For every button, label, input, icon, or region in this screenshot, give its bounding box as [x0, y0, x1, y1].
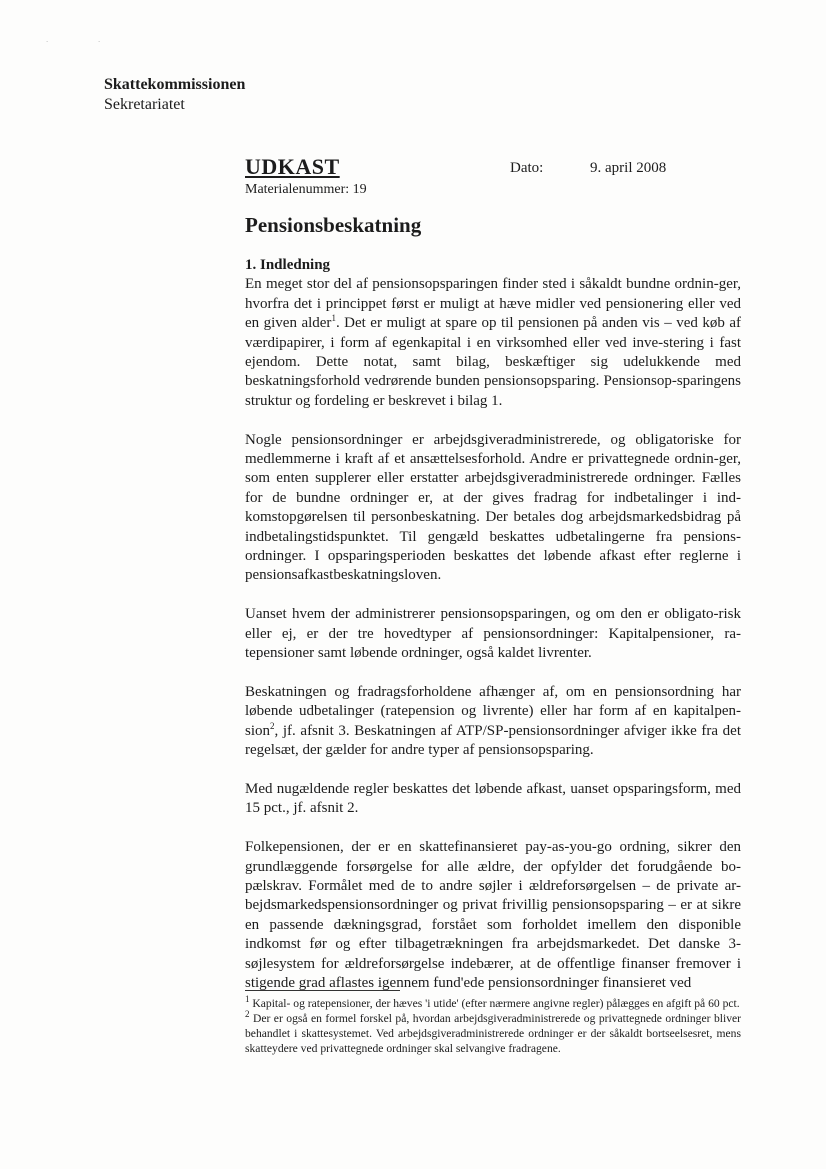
footnote-ref: 1 [331, 313, 336, 324]
footnote-divider [245, 990, 400, 991]
document-type: UDKAST [245, 154, 340, 179]
footnote-text: Kapital- og ratepensioner, der hæves 'i utide' (efter nærmere angivne regler) pålægges en afgift på 60 pct. [249, 997, 740, 1010]
footnote [245, 1011, 741, 1056]
scan-speck: · [46, 38, 49, 46]
footnote [245, 996, 741, 1011]
paragraph-text: . Det er muligt at spare op til pensionen på anden vis – ved køb af værdipapirer, i form af egenkapital i en virksomhed eller ved inve-stering i fast ejendom. Dette notat, samt bilag, beskæftiger sig udelukkende med beskatningsforhold vedrørende bunden pensionsopsparing. Pensionsop-sparingens struktur og fordeling er beskrevet i bilag 1. [245, 315, 741, 409]
paragraph: Uanset hvem der administrerer pensionsopsparingen, og om den er obligato-risk eller ej, er der tre hovedtyper af pensionsordninger: Kapitalpensioner, ra-tepensioner samt løbende ordninger, også kaldet livrenter. [245, 606, 741, 662]
footnotes [245, 996, 741, 1056]
scan-speck: · [98, 38, 101, 46]
organization-block [104, 75, 245, 115]
footnote-ref: 2 [270, 720, 275, 731]
document-header [245, 154, 745, 198]
paragraph: Folkepensionen, der er en skattefinansieret pay-as-you-go ordning, sikrer den grundlæggende forsørgelse for alle ældre, der opfylder det forudgående bo-pælskrav. Formålet med de to andre søjler i ældreforsørgelsen – de private ar-bejdsmarkedspensionsordninger og privat frivillig pensionsopsparing – er at sikre en passende dækningsgrad, forstået som forholdet imellem den disponible indkomst før og efter tilbagetrækningen fra arbejdsmarkedet. Det danske 3-søjlesystem for ældreforsørgelse indebærer, at de offentlige finanser fremover i stigende grad aflastes igennem fund'ede pensionsordninger finansieret ved [245, 839, 741, 991]
paragraph [245, 275, 741, 411]
section-heading: 1. Indledning [245, 257, 331, 273]
document-title: Pensionsbeskatning [245, 213, 422, 237]
date-value: 9. april 2008 [590, 160, 667, 176]
date-label: Dato: [510, 160, 544, 176]
document-body [245, 256, 741, 993]
paragraph-text: , jf. afsnit 3. Beskatningen af ATP/SP-pensionsordninger afviger ikke fra det regelsæt, der gælder for andre typer af pensionsopsparing. [245, 722, 741, 759]
paragraph: Nogle pensionsordninger er arbejdsgiveradministrerede, og obligatoriske for medlemmerne i kraft af et ansættelsesforhold. Andre er privattegnede ordnin-ger, som enten supplerer eller erstatter arbejdsgiveradministrerede ordninger. Fælles for de bundne ordninger er, at der gives fradrag for indbetalinger i ind-komstopgørelsen til personbeskatning. Der betales dog arbejdsmarkedsbidrag på indbetalingstidspunktet. Til gengæld beskattes udbetalingerne fra pensions-ordninger. I opsparingsperioden beskattes det løbende afkast efter reglerne i pensionsafkastbeskatningsloven. [245, 431, 741, 584]
organization-name: Skattekommissionen [104, 76, 246, 93]
paragraph [245, 683, 741, 761]
footnote-text: Der er også en formel forskel på, hvordan arbejdsgiveradministrerede og privattegnede ordninger bliver behandlet i skattesystemet. Ved arbejdsgiveradministrerede ordninger er der såkaldt bortseelsesret, mens skatteydere ved privattegnede ordninger skal selvangive fradragene. [245, 1012, 741, 1055]
footnote-number: 1 [245, 994, 250, 1005]
paragraph-text: En meget stor del af pensionsopsparingen finder sted i såkaldt bundne ordnin-ger, hvorfra det i princippet først er muligt at hæve midler ved pensionering eller ved en given alder [245, 276, 741, 332]
paragraph-text: Beskatningen og fradragsforholdene afhænger af, om en pensionsordning har løbende udbetalinger (ratepension og livrente) eller har form af en kapitalpen-sion [245, 683, 741, 739]
paragraph: Med nugældende regler beskattes det løbende afkast, uanset opsparingsform, med 15 pct., jf. afsnit 2. [245, 780, 741, 817]
material-number: Materialenummer: 19 [245, 182, 367, 197]
organization-department: Sekretariatet [104, 96, 185, 113]
footnote-number: 2 [245, 1009, 250, 1020]
